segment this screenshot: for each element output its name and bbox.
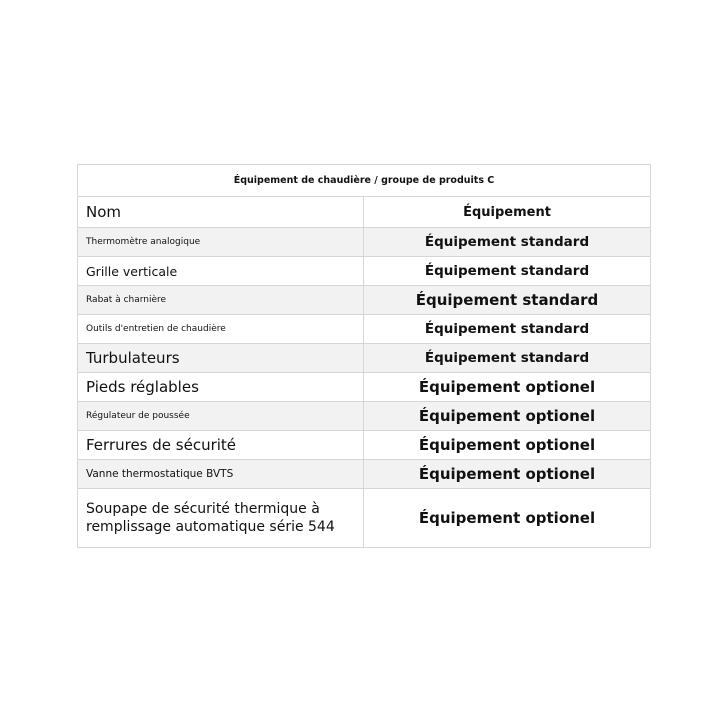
row-value: Équipement optionel (364, 431, 651, 460)
table-row (78, 315, 651, 344)
table-row (78, 402, 651, 431)
row-name: Ferrures de sécurité (78, 431, 364, 460)
row-value: Équipement standard (364, 228, 651, 257)
table-header-row (78, 197, 651, 228)
table-row (78, 431, 651, 460)
row-value: Équipement optionel (364, 460, 651, 489)
row-value: Équipement optionel (364, 489, 651, 548)
table-row (78, 286, 651, 315)
row-name: Outils d'entretien de chaudière (78, 315, 364, 344)
row-value: Équipement optionel (364, 373, 651, 402)
table-title: Équipement de chaudière / groupe de produits C (78, 165, 651, 197)
table-row (78, 460, 651, 489)
row-name: Grille verticale (78, 257, 364, 286)
row-name: Régulateur de poussée (78, 402, 364, 431)
equipment-table (77, 164, 651, 548)
row-value: Équipement optionel (364, 402, 651, 431)
row-value: Équipement standard (364, 315, 651, 344)
row-value: Équipement standard (364, 257, 651, 286)
row-name: Rabat à charnière (78, 286, 364, 315)
table-row (78, 344, 651, 373)
column-header-equipment: Équipement (364, 197, 651, 228)
table-title-row (78, 165, 651, 197)
row-name: Thermomètre analogique (78, 228, 364, 257)
table-row (78, 228, 651, 257)
table-row (78, 489, 651, 548)
table-row (78, 257, 651, 286)
table-row (78, 373, 651, 402)
row-name: Pieds réglables (78, 373, 364, 402)
row-name: Soupape de sécurité thermique à remplissage automatique série 544 (78, 489, 364, 548)
row-name: Turbulateurs (78, 344, 364, 373)
row-name: Vanne thermostatique BVTS (78, 460, 364, 489)
row-value: Équipement standard (364, 286, 651, 315)
row-value: Équipement standard (364, 344, 651, 373)
column-header-name: Nom (78, 197, 364, 228)
